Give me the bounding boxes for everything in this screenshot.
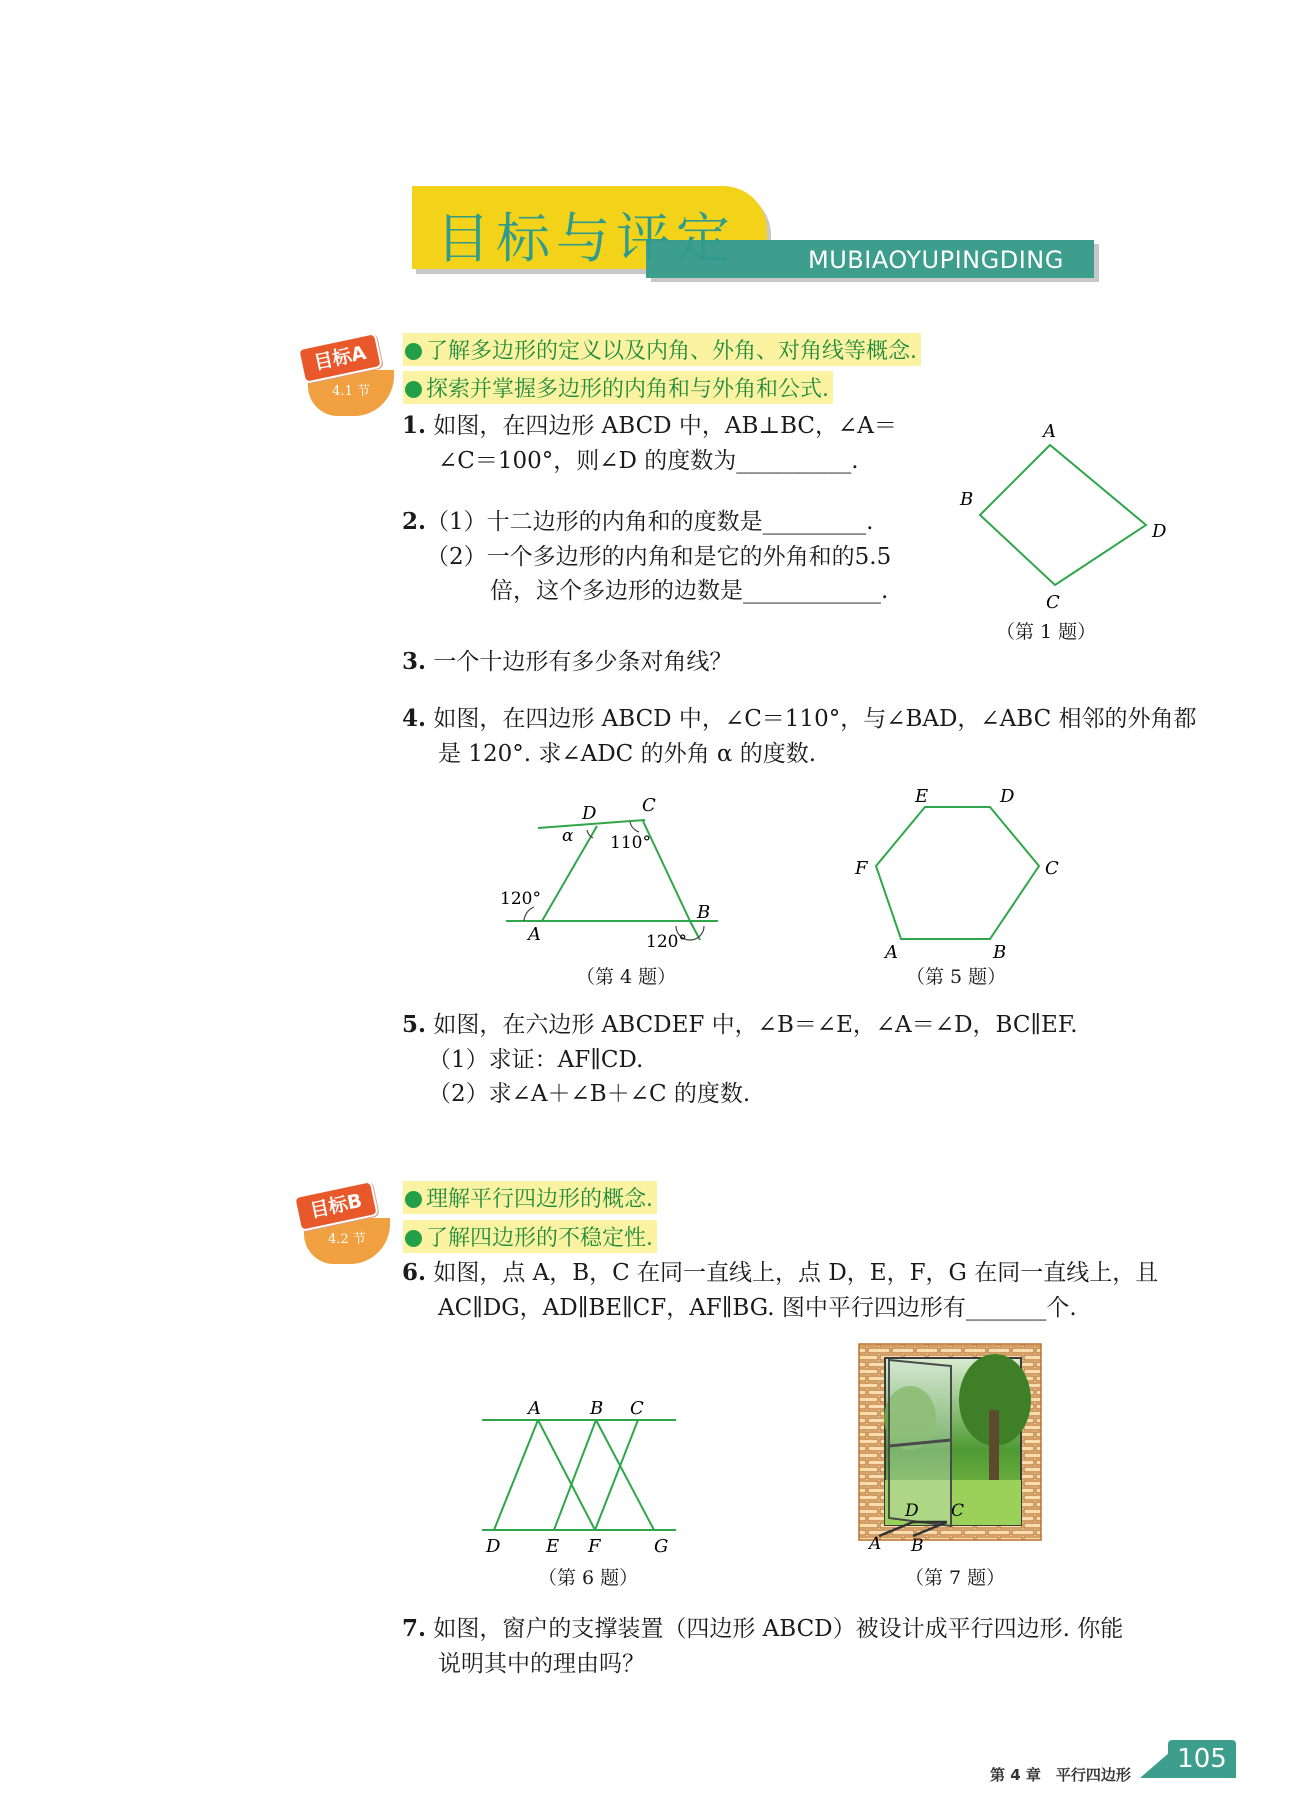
page-title: 目标与评定 — [436, 207, 736, 270]
vertex-label: A — [885, 942, 898, 963]
page-corner-icon — [1140, 1748, 1170, 1778]
question-7: 7. 如图，窗户的支撑装置（四边形 ABCD）被设计成平行四边形. 你能 说明其中的理由吗？ — [402, 1615, 1124, 1677]
point-label: B — [911, 1536, 924, 1556]
question-1: 1. 如图，在四边形 ABCD 中，AB⊥BC，∠A＝ ∠C＝100°，则∠D 的度数为__________. — [402, 412, 897, 474]
vertex-label: A — [528, 924, 541, 945]
point-label: A — [869, 1534, 882, 1554]
vertex-label: B — [960, 489, 974, 510]
vertex-label: C — [1046, 592, 1060, 613]
bullet-dot-icon — [405, 1191, 422, 1208]
objective-item: 了解四边形的不稳定性. — [403, 1220, 657, 1253]
point-label: D — [486, 1536, 501, 1557]
goal-b-badge — [296, 1188, 386, 1268]
question-3: 3. 一个十边形有多少条对角线？ — [402, 648, 733, 675]
question-5: 5. 如图，在六边形 ABCDEF 中，∠B＝∠E，∠A＝∠D，BC∥EF. （1）求证：AF∥CD. （2）求∠A＋∠B＋∠C 的度数. — [402, 1011, 1078, 1107]
figure-7-window-illustration — [855, 1340, 1055, 1555]
goal-b-label: 目标B — [293, 1180, 379, 1232]
vertex-label: A — [1043, 421, 1056, 442]
page-number: 105 — [1168, 1740, 1236, 1778]
figure-7-caption: （第 7 题） — [905, 1567, 1006, 1589]
point-label: C — [630, 1398, 644, 1419]
objective-item: 探索并掌握多边形的内角和与外角和公式. — [403, 371, 833, 404]
bullet-dot-icon — [405, 1230, 422, 1247]
vertex-label: B — [993, 942, 1007, 963]
vertex-label: D — [1152, 521, 1167, 542]
figure-4-quadrilateral — [490, 790, 740, 960]
goal-a-label: 目标A — [297, 332, 383, 384]
point-label: A — [528, 1398, 541, 1419]
angle-label: 120° — [646, 932, 687, 952]
point-label: F — [588, 1536, 601, 1557]
figure-4-caption: （第 4 题） — [576, 966, 677, 988]
point-label: E — [546, 1536, 560, 1557]
tree-trunk — [989, 1410, 999, 1490]
point-label: B — [590, 1398, 604, 1419]
goal-a-badge — [300, 340, 390, 420]
vertex-label: D — [582, 803, 597, 824]
vertex-label: F — [855, 858, 868, 879]
vertex-label: D — [1000, 786, 1015, 807]
point-label: C — [951, 1501, 965, 1521]
point-label: G — [654, 1536, 669, 1557]
point-label: D — [905, 1501, 919, 1521]
figure-6-caption: （第 6 题） — [538, 1567, 639, 1589]
objective-item: 了解多边形的定义以及内角、外角、对角线等概念. — [403, 333, 921, 366]
question-4: 4. 如图，在四边形 ABCD 中，∠C＝110°，与∠BAD，∠ABC 相邻的外角都 是 120°. 求∠ADC 的外角 α 的度数. — [402, 705, 1197, 767]
vertex-label: C — [642, 795, 656, 816]
angle-label: α — [562, 826, 574, 846]
bullet-dot-icon — [405, 381, 422, 398]
page-subtitle: MUBIAOYUPINGDING — [808, 246, 1064, 274]
figure-1-quadrilateral — [940, 415, 1180, 645]
goal-a-section: 4.1 节 — [308, 370, 394, 416]
vertex-label: E — [915, 786, 929, 807]
question-2: 2.（1）十二边形的内角和的度数是_________. （2）一个多边形的内角和是它的外角和的5.5 倍，这个多边形的边数是____________. — [402, 508, 892, 604]
figure-5-hexagon — [845, 786, 1075, 963]
angle-label: 120° — [500, 889, 541, 909]
vertex-label: C — [1045, 858, 1059, 879]
angle-label: 110° — [610, 833, 651, 853]
figure-5-caption: （第 5 题） — [906, 966, 1007, 988]
vertex-label: B — [697, 902, 711, 923]
hexagon-abcdef — [876, 807, 1039, 939]
bullet-dot-icon — [405, 343, 422, 360]
quadrilateral-abcd — [980, 445, 1146, 585]
objective-item: 理解平行四边形的概念. — [403, 1181, 657, 1214]
footer-chapter: 第 4 章 平行四边形 — [990, 1766, 1131, 1784]
question-6: 6. 如图，点 A，B，C 在同一直线上，点 D，E，F，G 在同一直线上，且 AC∥DG，AD∥BE∥CF，AF∥BG. 图中平行四边形有_______个. — [402, 1259, 1159, 1321]
figure-6-parallel-lines — [470, 1390, 690, 1557]
goal-b-section: 4.2 节 — [304, 1218, 390, 1264]
figure-1-caption: （第 1 题） — [996, 621, 1097, 643]
